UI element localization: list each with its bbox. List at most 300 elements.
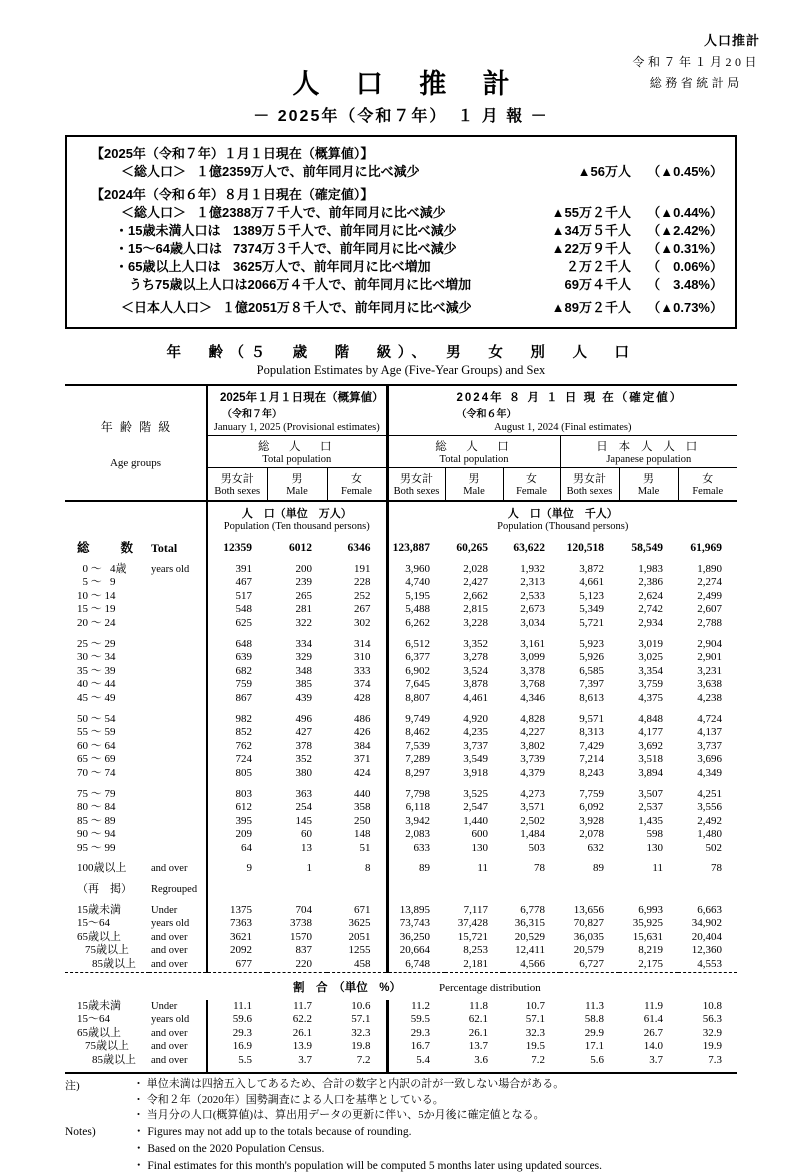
doc-date: 令和７年１月20日 xyxy=(632,55,760,69)
cell-value: 1 xyxy=(306,862,312,875)
row-label-jp: 100歳以上 xyxy=(77,862,127,875)
table-row xyxy=(65,917,737,931)
row-label-en xyxy=(149,706,207,727)
cell-value: 11.7 xyxy=(293,999,312,1012)
cell-value: 4,235 xyxy=(463,726,489,739)
table-row xyxy=(65,801,737,815)
cell-value: 7363 xyxy=(207,917,267,931)
cell-value: 3.7 xyxy=(267,1054,327,1073)
cell-value: 486 xyxy=(354,712,371,725)
cell-value: 677 xyxy=(207,958,267,972)
cell-value: 11.8 xyxy=(469,999,489,1012)
cell-value: 682 xyxy=(207,665,267,679)
cell-value: 17.1 xyxy=(584,1040,605,1053)
date-2024-jp: 2024年 ８ 月 １ 日 現 在（確定値） xyxy=(456,392,684,404)
note-label xyxy=(65,1108,133,1124)
header-date-2025 xyxy=(207,385,387,436)
cell-value: 4,137 xyxy=(697,726,723,739)
cell-value: 5.5 xyxy=(207,1054,267,1073)
summary-row xyxy=(79,276,723,294)
col-female: 女 Female xyxy=(503,468,560,502)
row-label-en: Total xyxy=(151,541,178,555)
cell-value: 503 xyxy=(528,841,546,854)
cell-value: 32.3 xyxy=(351,1026,371,1039)
cell-value: 15,631 xyxy=(632,930,664,943)
cell-value xyxy=(560,876,619,897)
cell-value: 4,177 xyxy=(638,726,664,739)
cell-value: 14.0 xyxy=(643,1040,664,1053)
table-row xyxy=(65,706,737,727)
cell-value: 6,778 xyxy=(520,903,546,916)
row-label-jp: 総 数 xyxy=(77,541,136,555)
summary-row-change: ２万２千人 xyxy=(565,259,631,274)
cell-value: 6,663 xyxy=(697,903,723,916)
cell-value: 428 xyxy=(354,691,371,704)
table-row xyxy=(65,603,737,617)
cell-value: 70,827 xyxy=(573,917,605,930)
col-both-sexes: 男女計 Both sexes xyxy=(560,468,619,502)
row-label-en xyxy=(149,665,207,679)
cell-value: 548 xyxy=(207,603,267,617)
row-label-en xyxy=(149,692,207,706)
note-text: ・ 単位未満は四捨五入してあるため、合計の数字と内訳の計が一致しない場合がある。 xyxy=(133,1077,565,1090)
cell-value: 3,354 xyxy=(638,664,664,677)
row-label-en: years old xyxy=(151,563,190,575)
table-row xyxy=(65,781,737,802)
cell-value: 2,901 xyxy=(697,651,723,664)
summary-section xyxy=(79,299,723,317)
cell-value: 16.9 xyxy=(207,1040,267,1054)
cell-value: 496 xyxy=(295,712,312,725)
cell-value: 3,878 xyxy=(463,678,489,691)
row-label-jp: 65 ～ 69 xyxy=(77,753,116,766)
table-row xyxy=(65,692,737,706)
cell-value: 2,742 xyxy=(638,603,664,616)
cell-value: 26.1 xyxy=(292,1026,312,1039)
cell-value: 11.9 xyxy=(644,999,664,1012)
table-row xyxy=(65,944,737,958)
cell-value: 6,092 xyxy=(579,801,605,814)
cell-value: 7,289 xyxy=(387,753,445,767)
cell-value: 8,219 xyxy=(638,944,664,957)
cell-value: 3,802 xyxy=(520,739,546,752)
cell-value: 20,579 xyxy=(573,944,605,957)
cell-value: 13.9 xyxy=(292,1040,312,1053)
age-group-header xyxy=(65,385,207,501)
cell-value: 391 xyxy=(207,563,267,577)
row-label-jp: 85歳以上 xyxy=(92,958,136,971)
cell-value: 4,375 xyxy=(638,691,664,704)
cell-value: 8 xyxy=(365,862,371,875)
cell-value: 384 xyxy=(354,739,371,752)
population-table xyxy=(65,384,737,1074)
cell-value: 348 xyxy=(295,664,312,677)
cell-value: 378 xyxy=(295,739,312,752)
cell-value: 3,099 xyxy=(520,651,546,664)
cell-value: 11 xyxy=(477,862,489,875)
cell-value: 3,692 xyxy=(638,739,664,752)
table-row xyxy=(65,897,737,918)
cell-value: 4,273 xyxy=(520,787,546,800)
cell-value: 220 xyxy=(295,958,312,971)
summary-row-change: ▲56万人 xyxy=(577,164,631,179)
cell-value: 10.8 xyxy=(702,999,723,1012)
table-row xyxy=(65,1040,737,1054)
cell-value: 639 xyxy=(207,651,267,665)
age-group-label-jp: 年齢階級 xyxy=(100,419,178,434)
date-2025-era: （令和７年） xyxy=(222,409,282,420)
note-label: 注) xyxy=(65,1079,80,1092)
table-row xyxy=(65,767,737,781)
cell-value: 7,798 xyxy=(387,781,445,802)
cell-value: 2,624 xyxy=(638,589,664,602)
cell-value: 803 xyxy=(207,781,267,802)
note-label xyxy=(65,1141,133,1158)
cell-value: 56.3 xyxy=(702,1013,723,1026)
cell-value: 6,118 xyxy=(387,801,445,815)
units1-jp: 人 口（単位 万人） xyxy=(241,508,352,520)
cell-value: 3,872 xyxy=(579,562,605,575)
units-ten-thousand xyxy=(207,501,387,534)
cell-value: 3,019 xyxy=(638,637,664,650)
row-label-jp: 10 ～ 14 xyxy=(77,589,116,602)
cell-value: 3,231 xyxy=(697,664,723,677)
cell-value: 8,313 xyxy=(579,726,605,739)
row-label-jp: 35 ～ 39 xyxy=(77,664,116,677)
cell-value: 2,673 xyxy=(520,603,546,616)
summary-row-label: ＜日本人人口＞ xyxy=(121,300,213,315)
cell-value: 36,315 xyxy=(514,917,546,930)
table-row xyxy=(65,563,737,577)
summary-row-change: ▲55万２千人 xyxy=(551,205,631,220)
cell-value: 1,480 xyxy=(697,828,723,841)
cell-value: 1,440 xyxy=(463,814,489,827)
row-label-en xyxy=(149,726,207,740)
cell-value: 89 xyxy=(593,862,605,875)
note-text: ・ Based on the 2020 Population Census. xyxy=(133,1142,325,1155)
cell-value: 427 xyxy=(295,726,312,739)
cell-value: 1375 xyxy=(207,897,267,918)
percentage-header-row xyxy=(65,972,737,1000)
table-row xyxy=(65,842,737,856)
cell-value: 265 xyxy=(295,589,312,602)
date-2024-en: August 1, 2024 (Final estimates) xyxy=(494,422,632,433)
table-row xyxy=(65,1054,737,1073)
cell-value: 19.8 xyxy=(351,1040,371,1053)
row-label-en xyxy=(149,576,207,590)
cell-value: 762 xyxy=(207,740,267,754)
cell-value: 59.6 xyxy=(207,1013,267,1027)
cell-value: 32.3 xyxy=(525,1026,546,1039)
cell-value: 724 xyxy=(207,753,267,767)
units2-jp: 人 口（単位 千人） xyxy=(507,508,618,520)
cell-value: 805 xyxy=(207,767,267,781)
cell-value: 1255 xyxy=(348,944,371,957)
header-japanese-population xyxy=(560,436,737,468)
cell-value: 1,932 xyxy=(520,562,546,575)
note-line xyxy=(65,1108,737,1124)
cell-value: 2,662 xyxy=(463,589,489,602)
table-row xyxy=(65,631,737,652)
cell-value: 5,923 xyxy=(579,637,605,650)
table-title-jp: 年 齢（５ 歳 階 級）、 男 女 別 人 口 xyxy=(166,345,636,361)
cell-value: 3,638 xyxy=(697,678,723,691)
cell-value: 598 xyxy=(646,828,664,841)
summary-row-label: ・15～64歳人口は xyxy=(115,241,222,256)
cell-value: 633 xyxy=(387,842,445,856)
row-label-jp: 15歳未満 xyxy=(77,999,121,1012)
cell-value: 6,585 xyxy=(579,664,605,677)
row-label-jp: 70 ～ 74 xyxy=(77,766,116,779)
cell-value: 7.3 xyxy=(678,1054,737,1073)
cell-value: 4,238 xyxy=(697,691,723,704)
row-label-en: years old xyxy=(151,918,190,930)
col-female: 女 Female xyxy=(678,468,737,502)
cell-value: 6,377 xyxy=(387,651,445,665)
cell-value: 358 xyxy=(354,801,371,814)
row-label-jp: 15～64 xyxy=(77,1013,110,1026)
row-label-en xyxy=(149,603,207,617)
cell-value: 36,035 xyxy=(573,930,605,943)
summary-row xyxy=(79,240,723,258)
cell-value: 440 xyxy=(354,787,371,800)
cell-value xyxy=(678,876,737,897)
cell-value: 322 xyxy=(295,616,312,629)
cell-value: 3,352 xyxy=(463,637,489,650)
cell-value: 252 xyxy=(354,589,371,602)
note-text: ・ 令和２年（2020年）国勢調査による人口を基準としている。 xyxy=(133,1093,444,1106)
row-label-jp: 0 ～ 4歳 xyxy=(77,562,127,575)
cell-value: 58,549 xyxy=(631,542,664,554)
row-label-jp: 40 ～ 44 xyxy=(77,678,116,691)
table-row xyxy=(65,1000,737,1014)
cell-value: 3,759 xyxy=(638,678,664,691)
cell-value: 625 xyxy=(207,617,267,631)
cell-value: 2051 xyxy=(348,930,371,943)
cell-value: 385 xyxy=(295,678,312,691)
cell-value: 2,492 xyxy=(697,814,723,827)
cell-value: 1,435 xyxy=(638,814,664,827)
table-row xyxy=(65,665,737,679)
cell-value: 2,533 xyxy=(520,589,546,602)
cell-value: 148 xyxy=(354,828,371,841)
row-label-en xyxy=(149,753,207,767)
cell-value: 458 xyxy=(354,958,371,971)
cell-value: 6346 xyxy=(347,542,371,554)
row-label-jp: 50 ～ 54 xyxy=(77,712,116,725)
note-label: Notes) xyxy=(65,1125,96,1138)
cell-value: 35,925 xyxy=(632,917,664,930)
cell-value xyxy=(387,876,445,897)
cell-value: 130 xyxy=(471,841,489,854)
cell-value: 2,537 xyxy=(638,801,664,814)
summary-row-text: 7374万３千人で、前年同月に比べ減少 xyxy=(233,241,457,256)
cell-value: 200 xyxy=(295,562,312,575)
cell-value: 6012 xyxy=(289,542,312,554)
cell-value: 982 xyxy=(207,706,267,727)
total-population-en: Total population xyxy=(262,454,332,465)
cell-value: 380 xyxy=(295,766,312,779)
cell-value: 5,349 xyxy=(579,603,605,616)
cell-value: 59.5 xyxy=(387,1013,445,1027)
row-label-en xyxy=(149,781,207,802)
summary-row-text: １億2388万７千人で、前年同月に比べ減少 xyxy=(196,205,446,220)
cell-value: 2,607 xyxy=(697,603,723,616)
col-male: 男 Male xyxy=(619,468,678,502)
summary-row-percent: （▲0.31%） xyxy=(647,241,723,256)
cell-value: 4,349 xyxy=(697,766,723,779)
cell-value: 2,934 xyxy=(638,616,664,629)
cell-value: 329 xyxy=(295,651,312,664)
cell-value: 759 xyxy=(207,678,267,692)
cell-value: 26.1 xyxy=(468,1026,489,1039)
table-row xyxy=(65,576,737,590)
cell-value: 267 xyxy=(354,603,371,616)
cell-value: 6,262 xyxy=(387,617,445,631)
cell-value: 3.7 xyxy=(619,1054,678,1073)
cell-value: 34,902 xyxy=(691,917,723,930)
table-row xyxy=(65,876,737,897)
row-label-jp: 75歳以上 xyxy=(85,1040,129,1053)
cell-value: 7,214 xyxy=(579,753,605,766)
row-label-en: Under xyxy=(151,904,178,916)
cell-value: 130 xyxy=(646,841,664,854)
cell-value: 3,161 xyxy=(520,637,546,650)
cell-value: 13,895 xyxy=(387,897,445,918)
cell-value: 2,175 xyxy=(638,958,664,971)
cell-value: 7,539 xyxy=(387,740,445,754)
cell-value: 4,553 xyxy=(697,958,723,971)
cell-value: 2,502 xyxy=(520,814,546,827)
cell-value: 4,379 xyxy=(520,766,546,779)
cell-value: 3,278 xyxy=(463,651,489,664)
cell-value: 6,512 xyxy=(387,631,445,652)
cell-value: 26.7 xyxy=(643,1026,664,1039)
cell-value: 3,525 xyxy=(463,787,489,800)
japanese-population-en: Japanese population xyxy=(606,454,692,465)
row-label-jp: 80 ～ 84 xyxy=(77,801,116,814)
cell-value: 4,346 xyxy=(520,691,546,704)
row-label-en xyxy=(149,815,207,829)
summary-row-text: １億2051万８千人で、前年同月に比べ減少 xyxy=(222,300,472,315)
cell-value: 145 xyxy=(295,814,312,827)
cell-value: 8,243 xyxy=(579,766,605,779)
cell-value: 648 xyxy=(207,631,267,652)
total-population-en: Total population xyxy=(439,454,509,465)
cell-value: 852 xyxy=(207,726,267,740)
summary-row-percent: （ 0.06%） xyxy=(647,259,723,274)
cell-value: 310 xyxy=(354,651,371,664)
row-label-jp: 20 ～ 24 xyxy=(77,616,116,629)
header-date-row xyxy=(65,385,737,436)
note-line xyxy=(65,1077,737,1093)
table-row xyxy=(65,1027,737,1041)
cell-value: 8,807 xyxy=(387,692,445,706)
note-line xyxy=(65,1158,737,1175)
table-row xyxy=(65,678,737,692)
cell-value: 63,622 xyxy=(513,542,546,554)
cell-value: 467 xyxy=(207,576,267,590)
summary-row-text: 1389万５千人で、前年同月に比べ減少 xyxy=(233,223,457,238)
cell-value: 1,484 xyxy=(520,828,546,841)
cell-value: 29.3 xyxy=(387,1027,445,1041)
row-label-jp: 65歳以上 xyxy=(77,930,121,943)
cell-value: 2,904 xyxy=(697,637,723,650)
table-row xyxy=(65,617,737,631)
cell-value: 60,265 xyxy=(456,542,489,554)
cell-value: 2,815 xyxy=(463,603,489,616)
note-line xyxy=(65,1141,737,1158)
cell-value: 424 xyxy=(354,766,371,779)
cell-value: 250 xyxy=(354,814,371,827)
cell-value: 2,078 xyxy=(579,828,605,841)
cell-value: 19.9 xyxy=(702,1040,723,1053)
summary-content xyxy=(79,145,723,317)
cell-value: 6,748 xyxy=(387,958,445,972)
cell-value: 36,250 xyxy=(387,931,445,945)
units2-en: Population (Thousand persons) xyxy=(497,521,629,532)
japanese-population-jp: 日 本 人 人 口 xyxy=(596,441,702,453)
doc-label: 人口推計 xyxy=(703,33,760,48)
note-line xyxy=(65,1093,737,1109)
note-text: ・ Figures may not add up to the totals because of rounding. xyxy=(133,1125,412,1138)
row-label-en xyxy=(149,740,207,754)
row-label-en xyxy=(149,651,207,665)
cell-value: 15,721 xyxy=(457,930,489,943)
row-label-en xyxy=(149,801,207,815)
summary-row-percent: （▲2.42%） xyxy=(647,223,723,238)
row-label-en xyxy=(149,590,207,604)
cell-value: 517 xyxy=(207,590,267,604)
cell-value: 1570 xyxy=(290,930,312,943)
doc-organization: 総務省統計局 xyxy=(649,76,743,90)
cell-value: 371 xyxy=(354,753,371,766)
row-label-jp: 60 ～ 64 xyxy=(77,739,116,752)
notes-section xyxy=(65,1077,737,1175)
cell-value: 78 xyxy=(711,862,723,875)
cell-value: 5,123 xyxy=(579,589,605,602)
cell-value: 16.7 xyxy=(387,1040,445,1054)
cell-value: 2,028 xyxy=(463,562,489,575)
cell-value: 57.1 xyxy=(525,1013,546,1026)
cell-value: 8,613 xyxy=(579,691,605,704)
table-row xyxy=(65,855,737,876)
summary-row-percent: （▲0.73%） xyxy=(647,300,723,315)
note-line xyxy=(65,1124,737,1141)
cell-value: 19.5 xyxy=(525,1040,546,1053)
cell-value: 7.2 xyxy=(327,1054,387,1073)
cell-value: 123,887 xyxy=(387,534,445,563)
cell-value: 4,724 xyxy=(697,712,723,725)
cell-value: 3,034 xyxy=(520,616,546,629)
table-row xyxy=(65,651,737,665)
summary-row xyxy=(79,163,723,181)
summary-row-change: ▲89万２千人 xyxy=(551,300,631,315)
cell-value: 2,274 xyxy=(697,576,723,589)
units-spacer xyxy=(65,501,207,534)
cell-value: 9 xyxy=(207,855,267,876)
summary-row xyxy=(79,299,723,317)
cell-value: 2,386 xyxy=(638,576,664,589)
cell-value: 10.6 xyxy=(351,999,371,1012)
row-label-jp: 90 ～ 94 xyxy=(77,828,116,841)
cell-value: 13,656 xyxy=(573,903,605,916)
cell-value: 3,942 xyxy=(387,815,445,829)
cell-value xyxy=(445,876,503,897)
total-population-jp: 総 人 口 xyxy=(258,441,336,453)
cell-value: 2,427 xyxy=(463,576,489,589)
row-label-jp: （再 掲） xyxy=(77,883,132,896)
